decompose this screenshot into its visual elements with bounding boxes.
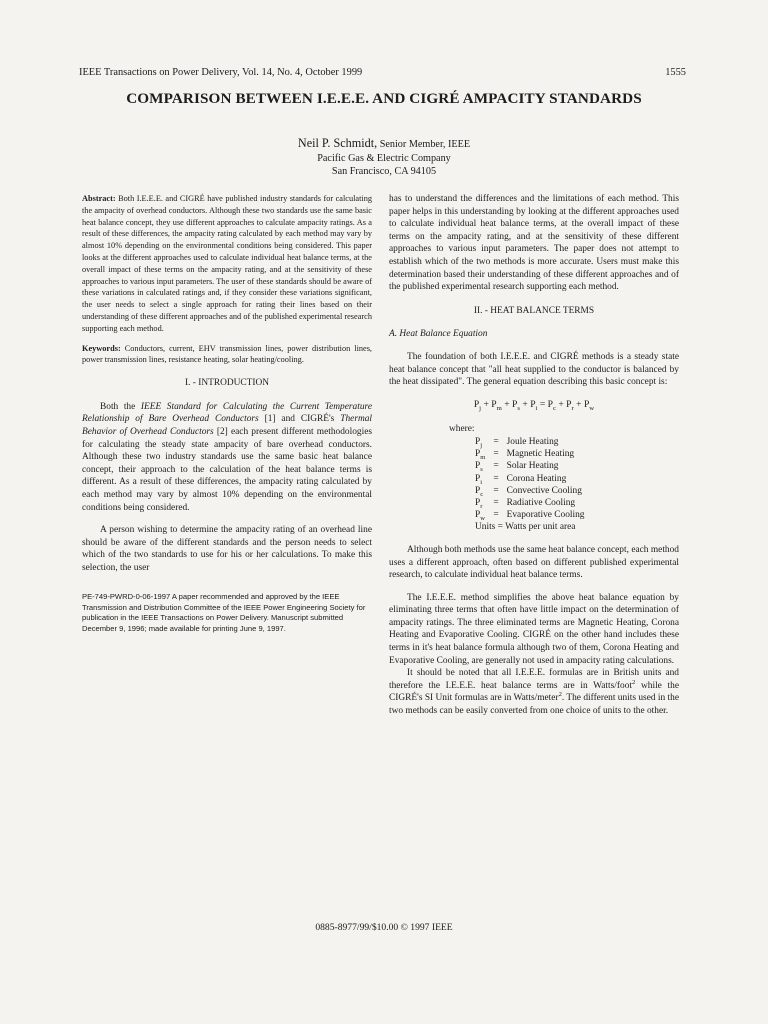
keywords-text: Conductors, current, EHV transmission lines, power distribution lines, power transmission lines, resistance heating, solar heating/cooling. (82, 343, 373, 365)
journal-citation: IEEE Transactions on Power Delivery, Vol. 14, No. 4, October 1999 (79, 67, 363, 78)
heat-balance-paragraph-3: The I.E.E.E. method simplifies the above heat balance equation by eliminating three terms that often have little impact on the determination of ampacity ratings. The three eliminated terms are Magnetic Heating, Corona Heating and Evaporative Cooling. CIGRÉ on the other hand includes these terms in it's heat balance formula although two of them, Corona Heating and Evaporative Cooling, are generally not used in ampacity rating calculations. (389, 592, 679, 666)
intro-continuation: has to understand the differences and the limitations of each method. This paper helps in this understanding by looking at the different approaches used to calculate individual heat balance terms, at the overall impact of these terms on the ampacity rating, and at the sensitivity of these different approaches to various input parameters. The paper does not attempt to establish which of the two methods is more accurate. Users must make this determination based their understanding of these different approaches and of the published experimental research supporting each method. (389, 194, 679, 293)
term-equals: = (493, 497, 499, 508)
exponent: 2 (558, 691, 562, 699)
term-symbol: $P_j$ (475, 436, 483, 449)
units-text: while the CIGRÉ's SI Unit formulas are in Watts/meter (389, 680, 679, 704)
exponent: 2 (632, 678, 636, 686)
intro-text: [2] each present different methodologies for calculating the steady state ampacity of bare overhead conductors. Although these two industry standards use the same basic heat balance concept, their approach to the calculation of the heat balance terms is different. As a result of these differences, the ampacity rating calculated by each method may vary by almost 10% depending on the environmental conditions being considered. (82, 426, 373, 513)
intro-text: Both the (100, 401, 136, 412)
keywords-label: Keywords: (82, 343, 121, 353)
term-symbol: $P_c$ (475, 485, 484, 498)
ieee-standard-title: IEEE Standard for Calculating the Current Temperature Relationship of Bare Overhead Conductors (82, 401, 372, 425)
page-number: 1555 (665, 67, 686, 78)
heat-term-row (475, 497, 589, 509)
term-symbol: $P_m$ (475, 449, 486, 461)
heat-term-row (475, 473, 589, 485)
term-equals: = (493, 473, 499, 484)
units-text: . The different units used in the two methods can be easily converted from one choice of units to the other. (389, 693, 680, 717)
term-symbol: $P_w$ (475, 510, 485, 522)
abstract-text: Both I.E.E.E. and CIGRÉ have published industry standards for calculating the ampacity of overhead conductors. Although these two standards use the same basic heat balance concept, they use different approaches to calculate ampacity ratings. As a result of these differences, the ampacity rating calculated by each method may vary by almost 10% depending on the environmental conditions being considered. This paper looks at the different approaches used to calculate individual heat balance terms, at the overall impact of these terms on the ampacity rating, and at the sensitivity of these approaches to various input parameters. The user of these standards should be aware of these variations in calculated ratings and, if they consider these variations significant, the user needs to select a single approach for rating their lines based on their understanding of these different approaches and of the published experimental research supporting each method. (82, 194, 373, 333)
author-location: San Francisco, CA 94105 (331, 166, 437, 177)
copyright-footer: 0885-8977/99/$10.00 © 1997 IEEE (315, 922, 453, 933)
heat-term-row (475, 436, 589, 448)
author-name: Neil P. Schmidt, (297, 136, 378, 150)
paper-title: COMPARISON BETWEEN I.E.E.E. AND CIGRÉ AMPACITY STANDARDS (126, 90, 642, 107)
author-grade: Senior Member, IEEE (379, 139, 471, 150)
heat-balance-equation: $P_j + P_m + P_s + P_i = P_c + P_r + P_w$ (473, 398, 595, 412)
term-description: Radiative Cooling (506, 497, 576, 508)
heat-balance-paragraph-1: The foundation of both I.E.E.E. and CIGRÉ methods is a steady state heat balance concept that "all heat supplied to the conductor is balanced by the heat dissipated". The general equation describing this basic concept is: (389, 351, 679, 388)
heat-term-row (475, 460, 589, 472)
author-block (0, 137, 768, 179)
heat-term-row (475, 509, 589, 521)
abstract-label: Abstract: (82, 194, 116, 203)
units-note: Units = Watts per unit area (475, 522, 576, 533)
term-symbol: $P_r$ (475, 497, 483, 510)
section-heading-heat-balance: II. - HEAT BALANCE TERMS (473, 305, 595, 316)
heat-terms-list (475, 436, 589, 521)
term-description: Convective Cooling (506, 485, 582, 496)
term-symbol: $P_s$ (475, 461, 483, 474)
term-description: Magnetic Heating (506, 449, 575, 460)
term-equals: = (493, 436, 499, 447)
term-description: Evaporative Cooling (506, 510, 585, 521)
section-heading-introduction: I. - INTRODUCTION (184, 378, 270, 389)
heat-term-row (475, 448, 589, 460)
term-description: Joule Heating (506, 436, 559, 447)
term-equals: = (493, 510, 499, 521)
subsection-heading: A. Heat Balance Equation (389, 329, 488, 340)
heat-balance-paragraph-4 (389, 667, 679, 717)
keywords (82, 343, 372, 367)
left-column (82, 193, 372, 634)
units-text: It should be noted that all I.E.E.E. formulas are in British units and therefore the I.E.E.E. heat balance terms are in Watts/foot (389, 668, 679, 691)
term-description: Corona Heating (506, 473, 567, 484)
intro-text: [1] and CIGRÉ's (264, 414, 335, 425)
where-label: where: (449, 424, 475, 435)
term-equals: = (493, 449, 499, 460)
right-column (389, 193, 679, 718)
intro-paragraph-1 (82, 401, 372, 514)
abstract (82, 193, 372, 335)
manuscript-footnote: PE-749-PWRD-0-06-1997 A paper recommended and approved by the IEEE Transmission and Distribution Committee of the IEEE Power Engineering Society for publication in the IEEE Transactions on Power Delivery. Manuscript submitted December 9, 1996; made available for printing June 9, 1997. (82, 592, 366, 633)
term-equals: = (493, 461, 499, 472)
cigre-standard-title: Thermal Behavior of Overhead Conductors (82, 414, 373, 437)
author-company: Pacific Gas & Electric Company (317, 152, 451, 164)
term-description: Solar Heating (506, 461, 559, 472)
heat-term-row (475, 485, 589, 497)
running-header (79, 67, 686, 78)
term-equals: = (493, 485, 499, 496)
intro-paragraph-2: A person wishing to determine the ampacity rating of an overhead line should be aware of the different standards and the person needs to select which of the two standards to use for his or her calculations. To make this selection, the user (82, 525, 372, 573)
term-symbol: $P_i$ (475, 473, 483, 486)
heat-balance-paragraph-2: Although both methods use the same heat balance concept, each method uses a different approach, often based on different published experimental research, to calculate individual heat balance terms. (389, 544, 679, 581)
